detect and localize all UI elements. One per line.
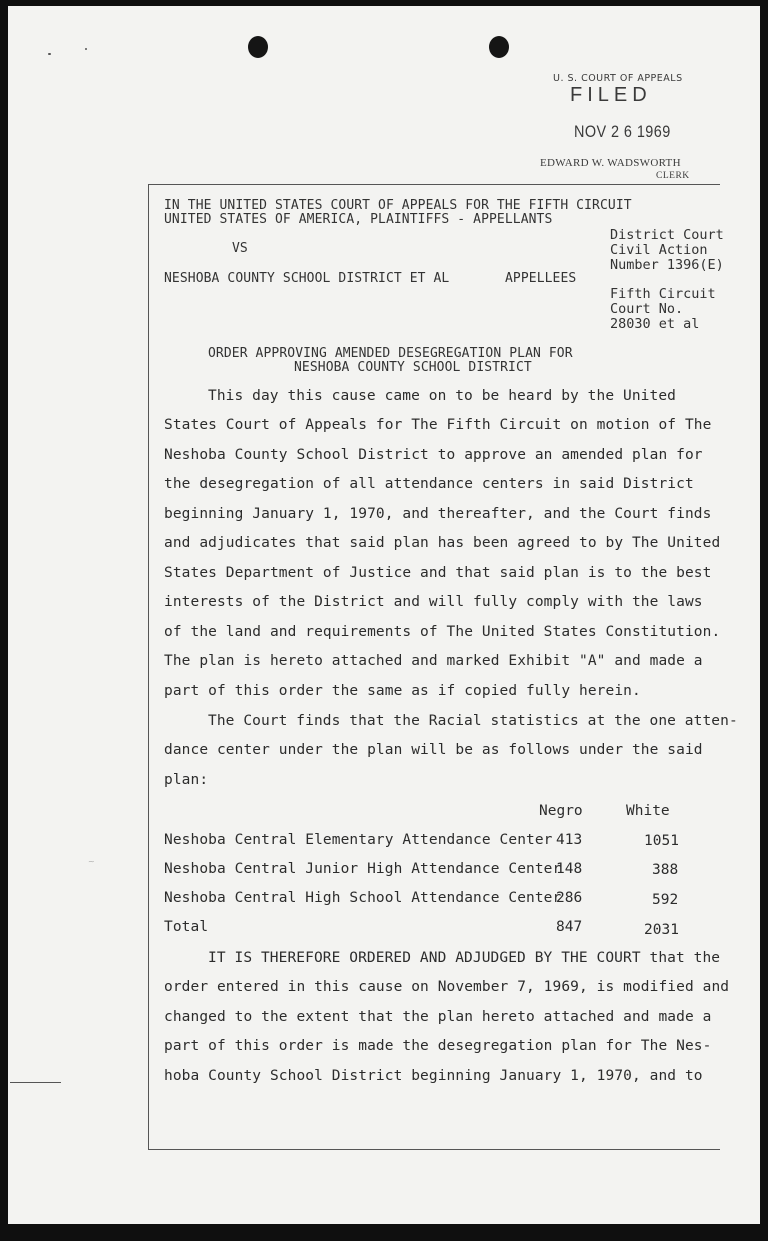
closing-line: IT IS THEREFORE ORDERED AND ADJUDGED BY THE COURT that the xyxy=(208,950,721,966)
speck xyxy=(48,53,51,55)
closing-line: hoba County School District beginning January 1, 1970, and to xyxy=(164,1068,703,1084)
stats-row-negro: 148 xyxy=(556,861,583,877)
body-line: States Court of Appeals for The Fifth Circuit on motion of The xyxy=(164,417,712,433)
circuit-court-line-1: Fifth Circuit xyxy=(610,286,716,302)
stats-row-label: Neshoba Central High School Attendance Center xyxy=(164,890,562,906)
district-court-line-2: Civil Action xyxy=(610,242,708,258)
caption-vs: VS xyxy=(232,241,248,256)
stats-row-label: Total xyxy=(164,919,209,935)
stats-row-white: 1051 xyxy=(644,833,679,849)
body-line: of the land and requirements of The United States Constitution. xyxy=(164,624,721,640)
closing-line: changed to the extent that the plan hereto attached and made a xyxy=(164,1009,712,1025)
body-line: States Department of Justice and that said plan is to the best xyxy=(164,565,712,581)
stats-row-white: 2031 xyxy=(644,922,679,938)
stamp-filed: FILED xyxy=(570,84,652,106)
stats-row-white: 592 xyxy=(652,892,679,908)
margin-mark: ~ xyxy=(88,857,95,866)
body-line: the desegregation of all attendance centers in said District xyxy=(164,476,694,492)
body-line: dance center under the plan will be as follows under the said xyxy=(164,742,703,758)
circuit-court-line-3: 28030 et al xyxy=(610,316,700,332)
body-line: interests of the District and will fully comply with the laws xyxy=(164,594,703,610)
order-title-line-1: ORDER APPROVING AMENDED DESEGREGATION PLAN FOR xyxy=(208,346,573,361)
stats-row-label: Neshoba Central Junior High Attendance Center xyxy=(164,861,562,877)
stats-row-white: 388 xyxy=(652,862,679,878)
closing-line: order entered in this cause on November 7, 1969, is modified and xyxy=(164,979,730,995)
document-page xyxy=(8,6,760,1224)
stats-row-negro: 413 xyxy=(556,832,583,848)
caption-court-line: IN THE UNITED STATES COURT OF APPEALS FOR THE FIFTH CIRCUIT xyxy=(164,198,632,213)
closing-line: part of this order is made the desegregation plan for The Nes- xyxy=(164,1038,712,1054)
district-court-line-1: District Court xyxy=(610,227,724,243)
body-line: This day this cause came on to be heard by the United xyxy=(208,388,676,404)
district-court-line-3: Number 1396(E) xyxy=(610,257,724,273)
stamp-clerk-title: CLERK xyxy=(656,171,690,181)
stats-header-white: White xyxy=(626,803,670,819)
margin-rule xyxy=(10,1082,61,1083)
caption-appellees: APPELLEES xyxy=(505,271,577,286)
body-line: plan: xyxy=(164,772,209,788)
stamp-clerk-name: EDWARD W. WADSWORTH xyxy=(540,157,681,169)
body-line: Neshoba County School District to approve an amended plan for xyxy=(164,447,703,463)
body-line: and adjudicates that said plan has been agreed to by The United xyxy=(164,535,721,551)
stats-row-negro: 286 xyxy=(556,890,583,906)
punch-hole-left xyxy=(248,36,268,58)
stamp-court-name: U. S. COURT OF APPEALS xyxy=(553,73,683,84)
body-line: The Court finds that the Racial statistics at the one atten- xyxy=(208,713,738,729)
caption-defendant: NESHOBA COUNTY SCHOOL DISTRICT ET AL xyxy=(164,271,450,286)
caption-plaintiff-line: UNITED STATES OF AMERICA, PLAINTIFFS - APPELLANTS xyxy=(164,212,553,227)
stats-header-negro: Negro xyxy=(539,803,583,819)
circuit-court-line-2: Court No. xyxy=(610,301,684,317)
stamp-date: NOV 2 6 1969 xyxy=(574,122,671,141)
body-line: part of this order the same as if copied fully herein. xyxy=(164,683,641,699)
speck xyxy=(85,48,87,50)
order-title-line-2: NESHOBA COUNTY SCHOOL DISTRICT xyxy=(294,360,532,375)
stats-row-label: Neshoba Central Elementary Attendance Center xyxy=(164,832,553,848)
punch-hole-right xyxy=(489,36,509,58)
body-line: The plan is hereto attached and marked Exhibit "A" and made a xyxy=(164,653,703,669)
stats-row-negro: 847 xyxy=(556,919,583,935)
body-line: beginning January 1, 1970, and thereafter, and the Court finds xyxy=(164,506,712,522)
